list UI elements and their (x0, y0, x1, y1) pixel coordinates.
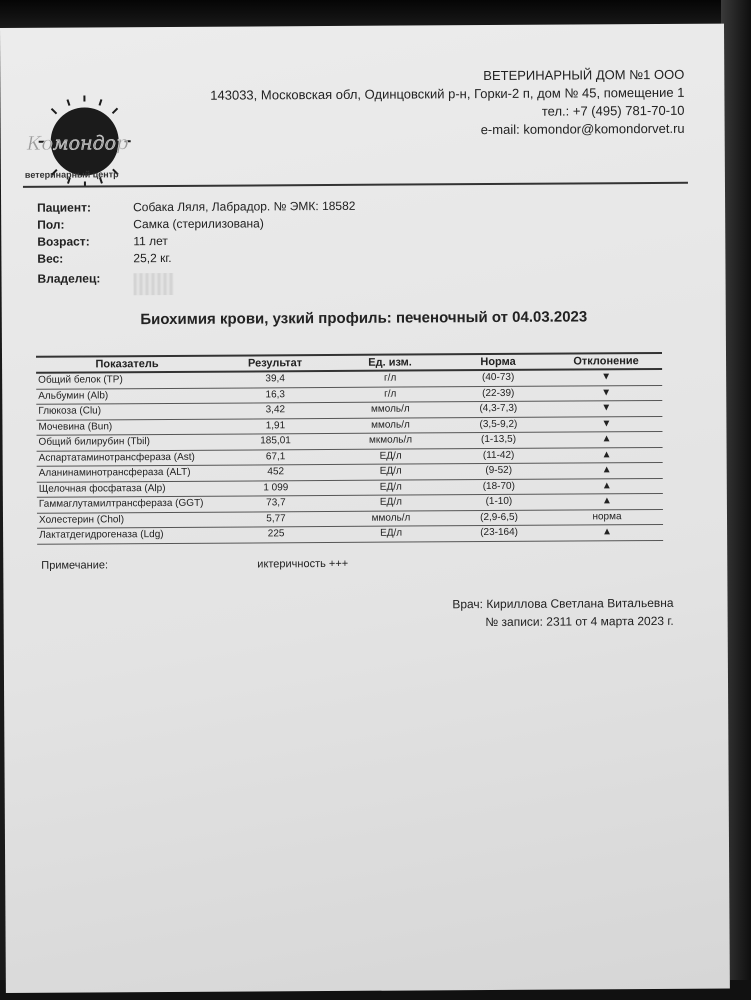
document-page (0, 24, 730, 993)
cell-deviation: ▼ (601, 371, 612, 383)
logo-caption: ветеринарный центр (24, 169, 119, 180)
age-value: 11 лет (133, 233, 168, 249)
cell-norm: (1-13,5) (480, 433, 517, 446)
cell-parameter: Глюкоза (Clu) (38, 405, 102, 417)
doctor-name: Врач: Кириллова Светлана Витальевна (452, 595, 674, 612)
header-parameter: Показатель (95, 358, 159, 371)
sex-value: Самка (стерилизована) (133, 216, 264, 232)
cell-result: 67,1 (265, 450, 286, 462)
cell-unit: ЕД/л (379, 450, 402, 462)
cell-result: 73,7 (266, 497, 286, 509)
cell-result: 16,3 (265, 388, 286, 400)
cell-parameter: Мочевина (Bun) (38, 420, 113, 433)
note-label: Примечание: (41, 559, 109, 572)
doctor-signature (452, 594, 673, 631)
weight-row (37, 249, 355, 268)
patient-value: Собака Ляля, Лабрадор. № ЭМК: 18582 (133, 198, 356, 215)
header-unit: Ед. изм. (368, 356, 412, 369)
cell-result: 185,01 (260, 435, 291, 447)
cell-deviation: норма (592, 510, 622, 522)
cell-deviation: ▲ (601, 495, 612, 507)
clinic-email: e-mail: komondor@komondorvet.ru (480, 120, 685, 138)
cell-unit: г/л (383, 372, 397, 384)
cell-norm: (3,5-9,2) (479, 418, 518, 430)
owner-row (37, 271, 173, 296)
cell-deviation: ▼ (601, 417, 612, 429)
cell-deviation: ▼ (601, 402, 612, 414)
sex-label: Пол: (37, 217, 65, 232)
cell-norm: (18-70) (482, 480, 515, 492)
patient-info (37, 198, 356, 268)
header-norm: Норма (480, 355, 516, 369)
cell-deviation: ▲ (601, 479, 612, 491)
cell-unit: ЕД/л (379, 481, 402, 493)
cell-unit: ммоль/л (370, 403, 410, 415)
cell-unit: ммоль/л (371, 419, 410, 431)
cell-parameter: Аланинаминотрансфераза (ALT) (38, 466, 191, 479)
weight-value: 25,2 кг. (133, 250, 172, 266)
owner-label: Владелец: (37, 271, 101, 286)
header-result: Результат (248, 357, 303, 370)
cell-norm: (23-164) (480, 526, 519, 539)
cell-parameter: Щелочная фосфатаза (Alp) (38, 482, 166, 495)
note-value: иктеричность +++ (257, 557, 349, 571)
cell-deviation: ▼ (601, 386, 612, 398)
cell-norm: (2,9-6,5) (480, 511, 518, 523)
cell-unit: ЕД/л (379, 465, 402, 477)
cell-deviation: ▲ (601, 433, 612, 445)
cell-deviation: ▲ (601, 464, 612, 476)
cell-deviation: ▲ (602, 526, 613, 538)
header-deviation: Отклонение (573, 355, 639, 368)
results-table (36, 352, 663, 544)
age-row (37, 232, 355, 251)
patient-row (37, 198, 355, 217)
cell-norm: (4,3-7,3) (479, 402, 518, 415)
report-title: Биохимия крови, узкий профиль: печеночный от 04.03.2023 (140, 308, 588, 329)
cell-parameter: Лактатдегидрогеназа (Ldg) (39, 529, 164, 541)
cell-unit: мкмоль/л (368, 434, 413, 446)
cell-unit: г/л (384, 388, 397, 400)
cell-parameter: Холестерин (Chol) (38, 513, 125, 526)
sex-row (37, 215, 355, 234)
owner-redacted (134, 273, 174, 295)
cell-unit: ммоль/л (371, 512, 411, 524)
cell-parameter: Общий билирубин (Tbil) (38, 436, 150, 448)
cell-norm: (22-39) (482, 387, 515, 399)
table-row (37, 525, 663, 544)
age-label: Возраст: (37, 234, 90, 249)
cell-result: 1,91 (265, 419, 286, 431)
cell-parameter: Альбумин (Alb) (38, 389, 109, 402)
clinic-name: ВЕТЕРИНАРНЫЙ ДОМ №1 ООО (483, 66, 685, 84)
cell-result: 452 (267, 466, 285, 478)
note-row (41, 558, 348, 572)
clinic-header (210, 66, 685, 141)
cell-norm: (9-52) (485, 464, 513, 477)
logo-text: Комондор (26, 132, 129, 155)
cell-parameter: Общий белок (TP) (38, 374, 123, 386)
record-number: № записи: 2311 от 4 марта 2023 г. (485, 613, 674, 630)
cell-result: 225 (267, 528, 285, 540)
cell-norm: (1-10) (485, 495, 513, 508)
cell-deviation: ▲ (601, 448, 612, 460)
table-body (36, 370, 663, 544)
cell-result: 3,42 (265, 404, 286, 416)
cell-norm: (40-73) (481, 371, 515, 384)
clinic-phone: тел.: +7 (495) 781-70-10 (541, 102, 685, 119)
cell-unit: ЕД/л (380, 527, 403, 539)
cell-result: 5,77 (266, 512, 286, 524)
weight-label: Вес: (37, 251, 64, 266)
patient-label: Пациент: (37, 200, 92, 215)
cell-parameter: Гаммаглутамилтрансфераза (GGT) (38, 497, 204, 510)
clinic-address: 143033, Московская обл, Одинцовский р-н, Горки-2 п, дом № 45, помещение 1 (210, 84, 685, 103)
cell-result: 39,4 (265, 373, 285, 385)
cell-norm: (11-42) (482, 449, 515, 461)
cell-result: 1 099 (263, 481, 289, 493)
cell-unit: ЕД/л (379, 496, 402, 508)
cell-parameter: Аспартатаминотрансфераза (Ast) (38, 451, 195, 464)
